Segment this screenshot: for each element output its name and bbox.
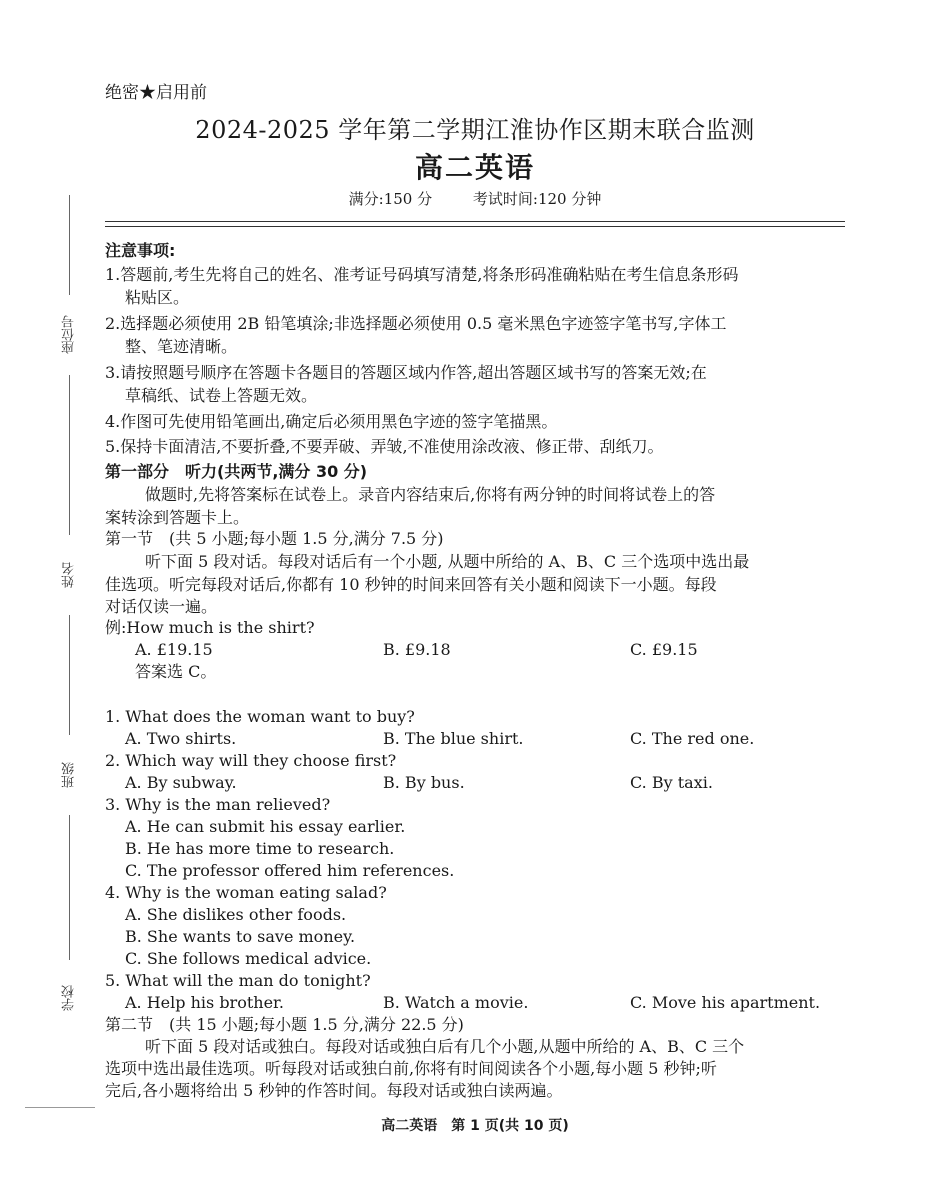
- section2-heading: 第二节 (共 15 小题;每小题 1.5 分,满分 22.5 分): [105, 1015, 464, 1034]
- example-answer: 答案选 C。: [135, 662, 217, 681]
- question-4-option-a: A. She dislikes other foods.: [125, 905, 347, 924]
- seat-label: 座位号: [62, 315, 77, 355]
- notice-item-1: 1.答题前,考生先将自己的姓名、准考证号码填写清楚,将条形码准确粘贴在考生信息条形码: [105, 265, 739, 284]
- example-option-a: A. £19.15: [135, 640, 213, 659]
- question-5-option-b: B. Watch a movie.: [383, 993, 529, 1012]
- binding-line: [69, 815, 70, 960]
- question-1-stem: 1. What does the woman want to buy?: [105, 707, 415, 726]
- section1-intro-cont: 佳选项。听完每段对话后,你都有 10 秒钟的时间来回答有关小题和阅读下一小题。每段: [105, 575, 717, 594]
- question-5-stem: 5. What will the man do tonight?: [105, 971, 371, 990]
- section2-intro-cont: 选项中选出最佳选项。听每段对话或独白前,你将有时间阅读各个小题,每小题 5 秒钟;听: [105, 1059, 717, 1078]
- question-4-stem: 4. Why is the woman eating salad?: [105, 883, 387, 902]
- question-2-option-c: C. By taxi.: [630, 773, 713, 792]
- notice-item-4: 4.作图可先使用铅笔画出,确定后必须用黑色字迹的签字笔描黑。: [105, 412, 558, 431]
- exam-time: 考试时间:120 分钟: [472, 190, 602, 208]
- example-option-c: C. £9.15: [630, 640, 698, 659]
- notice-item-2-cont: 整、笔迹清晰。: [125, 337, 238, 356]
- question-3-option-b: B. He has more time to research.: [125, 839, 395, 858]
- header-rule: [105, 221, 845, 222]
- notice-item-3-cont: 草稿纸、试卷上答题无效。: [125, 386, 318, 405]
- notice-item-1-cont: 粘贴区。: [125, 288, 190, 307]
- notice-item-5: 5.保持卡面清洁,不要折叠,不要弄破、弄皱,不准使用涂改液、修正带、刮纸刀。: [105, 437, 664, 456]
- exam-meta: [105, 188, 845, 209]
- question-4-option-c: C. She follows medical advice.: [125, 949, 372, 968]
- school-label: 学校: [62, 985, 77, 1011]
- section2-intro: 听下面 5 段对话或独白。每段对话或独白后有几个小题,从题中所给的 A、B、C 三个: [145, 1037, 745, 1056]
- question-1-option-b: B. The blue shirt.: [383, 729, 524, 748]
- question-2-option-b: B. By bus.: [383, 773, 465, 792]
- question-3-option-c: C. The professor offered him references.: [125, 861, 455, 880]
- exam-title: 2024-2025 学年第二学期江淮协作区期末联合监测: [195, 116, 755, 144]
- name-label: 姓名: [62, 562, 77, 588]
- question-1-option-a: A. Two shirts.: [125, 729, 237, 748]
- page-footer: 高二英语 第 1 页(共 10 页): [381, 1118, 569, 1134]
- question-2-option-a: A. By subway.: [125, 773, 237, 792]
- section1-intro-cont: 对话仅读一遍。: [105, 597, 218, 616]
- question-2-stem: 2. Which way will they choose first?: [105, 751, 397, 770]
- question-3-stem: 3. Why is the man relieved?: [105, 795, 331, 814]
- full-score: 满分:150 分: [348, 190, 433, 208]
- section2-intro-cont: 完后,各小题将给出 5 秒钟的作答时间。每段对话或独白读两遍。: [105, 1081, 563, 1100]
- section1-heading: 第一节 (共 5 小题;每小题 1.5 分,满分 7.5 分): [105, 529, 444, 548]
- binding-line: [69, 615, 70, 735]
- notice-heading: 注意事项:: [105, 241, 176, 260]
- part1-intro: 做题时,先将答案标在试卷上。录音内容结束后,你将有两分钟的时间将试卷上的答: [145, 485, 716, 504]
- header-rule: [105, 226, 845, 227]
- binding-line: [69, 375, 70, 535]
- example-option-b: B. £9.18: [383, 640, 451, 659]
- binding-line: [69, 195, 70, 295]
- notice-item-2: 2.选择题必须使用 2B 铅笔填涂;非选择题必须使用 0.5 毫米黑色字迹签字笔书写,字体工: [105, 314, 727, 333]
- question-5-option-a: A. Help his brother.: [125, 993, 285, 1012]
- notice-item-3: 3.请按照题号顺序在答题卡各题目的答题区域内作答,超出答题区域书写的答案无效;在: [105, 363, 707, 382]
- question-4-option-b: B. She wants to save money.: [125, 927, 356, 946]
- class-label: 班级: [62, 762, 77, 788]
- binding-line: [25, 1107, 95, 1108]
- question-1-option-c: C. The red one.: [630, 729, 755, 748]
- part1-heading: 第一部分 听力(共两节,满分 30 分): [105, 462, 368, 481]
- confidential-mark: 绝密★启用前: [105, 83, 207, 103]
- part1-intro-cont: 案转涂到答题卡上。: [105, 508, 250, 527]
- section1-intro: 听下面 5 段对话。每段对话后有一个小题, 从题中所给的 A、B、C 三个选项中选出最: [145, 552, 750, 571]
- binding-margin: [0, 0, 95, 1177]
- question-5-option-c: C. Move his apartment.: [630, 993, 821, 1012]
- example-question: 例:How much is the shirt?: [105, 618, 315, 637]
- question-3-option-a: A. He can submit his essay earlier.: [125, 817, 406, 836]
- subject-title: 高二英语: [414, 151, 535, 184]
